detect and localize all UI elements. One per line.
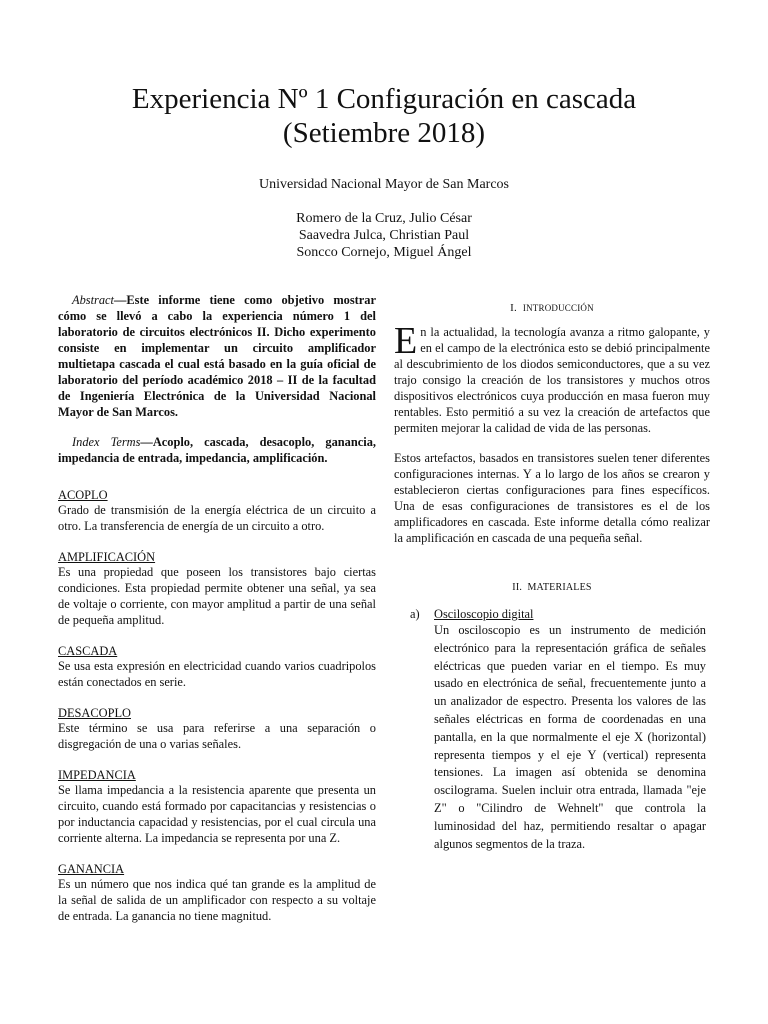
drop-cap: E	[394, 320, 418, 362]
glossary-term: GANANCIA	[58, 862, 125, 876]
glossary-term: CASCADA	[58, 644, 118, 658]
glossary-entry	[58, 862, 376, 924]
glossary-definition: Se llama impedancia a la resistencia aparente que presenta un circuito, cuando está formado por capacitancias y resistencias o por inductancia capacidad y resistencias, por el cual circula una corriente alterna. La impedancia se representa por una Z.	[58, 783, 376, 845]
list-item-label: a)	[410, 607, 420, 621]
author: Saavedra Julca, Christian Paul	[298, 228, 470, 243]
section-title: INTRODUCCIÓN	[522, 303, 594, 313]
list-item-title: Osciloscopio digital	[434, 607, 534, 621]
list-item	[394, 606, 710, 853]
glossary-term: AMPLIFICACIÓN	[58, 550, 156, 564]
abstract-text: —Este informe tiene como objetivo mostrar cómo se llevó a cabo la experiencia número 1 del laboratorio de circuitos electrónicos II. Dicho experimento consiste en implementar un circuito amplificador multietapa cascada el cual está basado en la guía oficial de laboratorio del período académico 2018 – II de la facultad de Ingeniería Electrónica de la Universidad Nacional Mayor de San Marcos.	[58, 293, 376, 419]
section-number: I.	[510, 302, 517, 314]
intro-paragraph-text: n la actualidad, la tecnología avanza a ritmo galopante, y en el campo de la electrónica esto se debió principalmente al descubrimiento de los diodos semiconductores, que a su vez trajo consigo la creación de los transistores y muchos otros dispositivos electrónicos cuya producción en masa fueron muy rentables. Esto permitió a su vez la creación de artefactos que permiten mejorar la calidad de vida de las personas.	[394, 325, 710, 435]
title-line-1: Experiencia Nº 1 Configuración en cascada	[131, 83, 637, 115]
affiliation: Universidad Nacional Mayor de San Marcos	[259, 177, 509, 192]
section-number: II.	[512, 582, 523, 593]
glossary-definition: Este término se usa para referirse a una separación o disgregación de una o varias señales.	[58, 721, 376, 751]
glossary-entry	[58, 768, 376, 846]
glossary-term: IMPEDANCIA	[58, 768, 136, 782]
section-heading	[394, 300, 710, 316]
glossary-entry	[58, 550, 376, 628]
glossary-entry	[58, 706, 376, 752]
index-terms	[58, 434, 376, 466]
right-column	[394, 300, 710, 853]
paper-title	[0, 82, 768, 150]
index-terms-label: Index Terms	[72, 435, 141, 449]
abstract-label: Abstract	[72, 293, 114, 307]
list-item-body	[434, 606, 706, 853]
glossary-definition: Es una propiedad que poseen los transistores bajo ciertas condiciones. Esta propiedad permite obtener una señal, ya sea de voltaje o corriente, con mayor amplitud a partir de una señal de pequeña amplitud.	[58, 565, 376, 627]
author-list	[0, 210, 768, 261]
materials-section	[394, 580, 710, 853]
glossary-entry	[58, 644, 376, 690]
section-heading	[394, 580, 710, 596]
author: Romero de la Cruz, Julio César	[296, 211, 472, 226]
section-title: MATERIALES	[527, 582, 592, 593]
abstract	[58, 292, 376, 420]
glossary-entry	[58, 488, 376, 534]
left-column	[58, 292, 376, 924]
glossary-definition: Es un número que nos indica qué tan grande es la amplitud de la señal de salida de un amplificador con respecto a su voltaje de entrada. La ganancia no tiene magnitud.	[58, 877, 376, 923]
index-terms-text: —Acoplo, cascada, desacoplo, ganancia, impedancia de entrada, impedancia, amplificación.	[58, 435, 376, 465]
title-line-2: (Setiembre 2018)	[282, 117, 486, 149]
glossary-definition: Se usa esta expresión en electricidad cuando varios cuadripolos están conectados en serie.	[58, 659, 376, 689]
glossary-term: DESACOPLO	[58, 706, 131, 720]
intro-paragraph: Estos artefactos, basados en transistores suelen tener diferentes configuraciones internas. Y a lo largo de los años se crearon y establecieron ciertas configuraciones para fines específicos. Una de esas configuraciones de transistores es el de los amplificadores en cascada. Este informe detalla cómo realizar la amplificación en cascada de una pequeña señal.	[394, 451, 710, 545]
list-item-text: Un osciloscopio es un instrumento de medición electrónico para la representación gráfica de señales eléctricas que pueden variar en el tiempo. Es muy usado en electrónica de señal, frecuentemente junto a un analizador de espectro. Presenta los valores de las señales eléctricas en forma de coordenadas en una pantalla, en la que normalmente el eje X (horizontal) representa tiempos y el eje Y (vertical) representa tensiones. La imagen así obtenida se denomina oscilograma. Suelen incluir otra entrada, llamada "eje Z" o "Cilindro de Wehnelt" que controla la luminosidad del haz, permitiendo resaltar o apagar algunos segmentos de la traza.	[434, 623, 706, 851]
intro-paragraph	[394, 320, 710, 436]
glossary-term: ACOPLO	[58, 488, 108, 502]
author: Soncco Cornejo, Miguel Ángel	[296, 245, 472, 260]
glossary-definition: Grado de transmisión de la energía eléctrica de un circuito a otro. La transferencia de energía de un circuito a otro.	[58, 503, 376, 533]
